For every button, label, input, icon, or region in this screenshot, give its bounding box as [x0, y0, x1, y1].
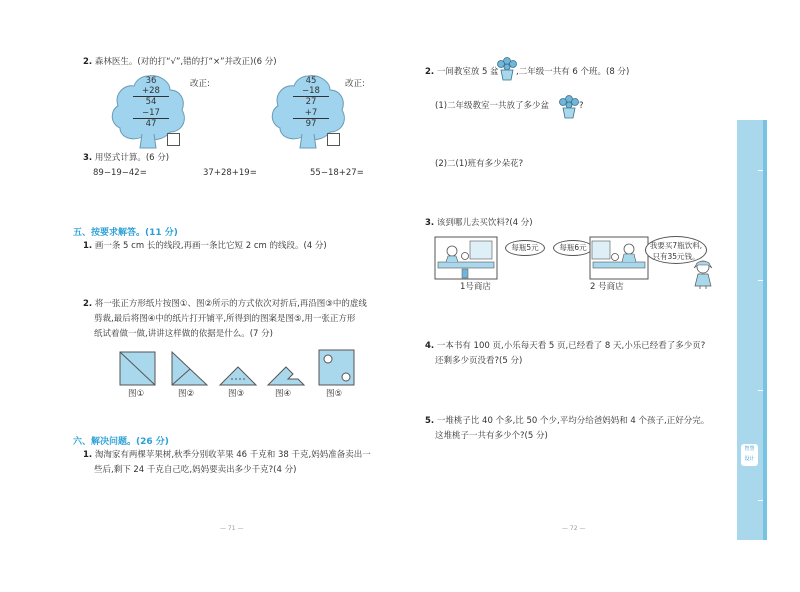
- shop-2-picture: [589, 236, 649, 280]
- question-2-1: (1)二年级教室一共放了多少盆: [435, 101, 550, 111]
- figure-5-label: 图⑤: [326, 389, 343, 399]
- margin-band-strip: [763, 120, 767, 540]
- question-3-vertical-calc: 3. 用竖式计算。(6 分): [83, 153, 170, 163]
- question-6-1-line-2: 些后,剩下 24 千克自己吃,妈妈要卖出多少千克?(4 分): [94, 465, 297, 475]
- question-2-1-end: ?: [579, 101, 584, 111]
- page-number-left: — 71 —: [220, 525, 244, 532]
- girl-speech-bubble: 我要买7瓶饮料, 只有35元钱。: [645, 236, 707, 264]
- question-4-line-2: 还剩多少页没看?(5 分): [435, 356, 523, 366]
- question-2-flowers: 2. 一间教室放 5 盆: [425, 67, 499, 77]
- question-5-2: 2. 将一张正方形纸片按图①、图②所示的方式依次对折后,再沿图③中的虚线: [83, 299, 367, 309]
- margin-tick: [758, 170, 763, 171]
- flower-pot-icon: [497, 55, 517, 81]
- flower-pot-icon-2: [559, 93, 579, 119]
- tree-2-answer-box[interactable]: [327, 133, 340, 146]
- tree-1-calculation: 36 +28 54 −17 47: [133, 76, 169, 129]
- calc-3: 55−18+27=: [310, 168, 364, 178]
- wisdom-design-badge: 智慧 设计: [741, 444, 758, 466]
- shop-1-label: 1号商店: [460, 282, 491, 292]
- shop-1-picture: [434, 236, 498, 280]
- section-6-title: 六、解决问题。(26 分): [73, 437, 169, 447]
- shop-2-label: 2 号商店: [590, 282, 624, 292]
- question-5-2-line-2: 剪裁,最后将图④中的纸片打开铺平,所得到的图案是图⑤,用一张正方形: [94, 314, 356, 324]
- shop-1-price-bubble: 每瓶5元: [505, 240, 545, 256]
- figure-1-shape: [120, 352, 155, 385]
- figure-1-label: 图①: [128, 389, 145, 399]
- question-5-peaches: 5. 一堆桃子比 40 个多,比 50 个少,平均分给爸妈妈和 4 个孩子,正好分完。: [425, 416, 710, 426]
- calc-2: 37+28+19=: [203, 168, 257, 178]
- question-3-drinks: 3. 该到哪儿去买饮料?(4 分): [425, 218, 533, 228]
- figure-3-label: 图③: [228, 389, 245, 399]
- tree-2-fix-label: 改正:: [345, 79, 365, 89]
- page-number-right: — 72 —: [562, 525, 586, 532]
- tree-1-fix-label: 改正:: [190, 79, 210, 89]
- question-5-line-2: 这堆桃子一共有多少个?(5 分): [435, 431, 548, 441]
- folding-figures: [118, 348, 358, 388]
- question-5-2-line-3: 纸试着做一做,讲讲这样做的依据是什么。(7 分): [94, 329, 273, 339]
- figure-5-shape: [319, 350, 354, 385]
- tree-1-answer-box[interactable]: [167, 133, 180, 146]
- margin-band: [737, 120, 763, 540]
- girl-icon: [690, 258, 716, 290]
- margin-tick: [758, 390, 763, 391]
- question-6-1: 1. 淘淘家有两棵苹果树,秋季分别收苹果 46 千克和 38 千克,妈妈准备卖出一: [83, 450, 371, 460]
- figure-4-label: 图④: [275, 389, 292, 399]
- shop-2-price-bubble: 每瓶6元: [553, 240, 593, 256]
- question-2-forest-doctor: 2. 森林医生。(对的打“√”,错的打“×”并改正)(6 分): [83, 57, 277, 67]
- section-5-title: 五、按要求解答。(11 分): [73, 228, 178, 238]
- tree-2-calculation: 45 −18 27 +7 97: [293, 76, 329, 129]
- figure-2-shape: [172, 352, 207, 385]
- question-2-2: (2)二(1)班有多少朵花?: [435, 159, 524, 169]
- calc-1: 89−19−42=: [93, 168, 147, 178]
- figure-4-shape: [268, 367, 304, 385]
- figure-3-shape: [220, 367, 256, 385]
- margin-tick: [758, 280, 763, 281]
- question-5-1: 1. 画一条 5 cm 长的线段,再画一条比它短 2 cm 的线段。(4 分): [83, 241, 327, 251]
- margin-tick: [758, 500, 763, 501]
- question-2-text-end: ,二年级一共有 6 个班。(8 分): [516, 67, 630, 77]
- question-4-book: 4. 一本书有 100 页,小乐每天看 5 页,已经看了 8 天,小乐已经看了多少页?: [425, 341, 706, 351]
- figure-2-label: 图②: [178, 389, 195, 399]
